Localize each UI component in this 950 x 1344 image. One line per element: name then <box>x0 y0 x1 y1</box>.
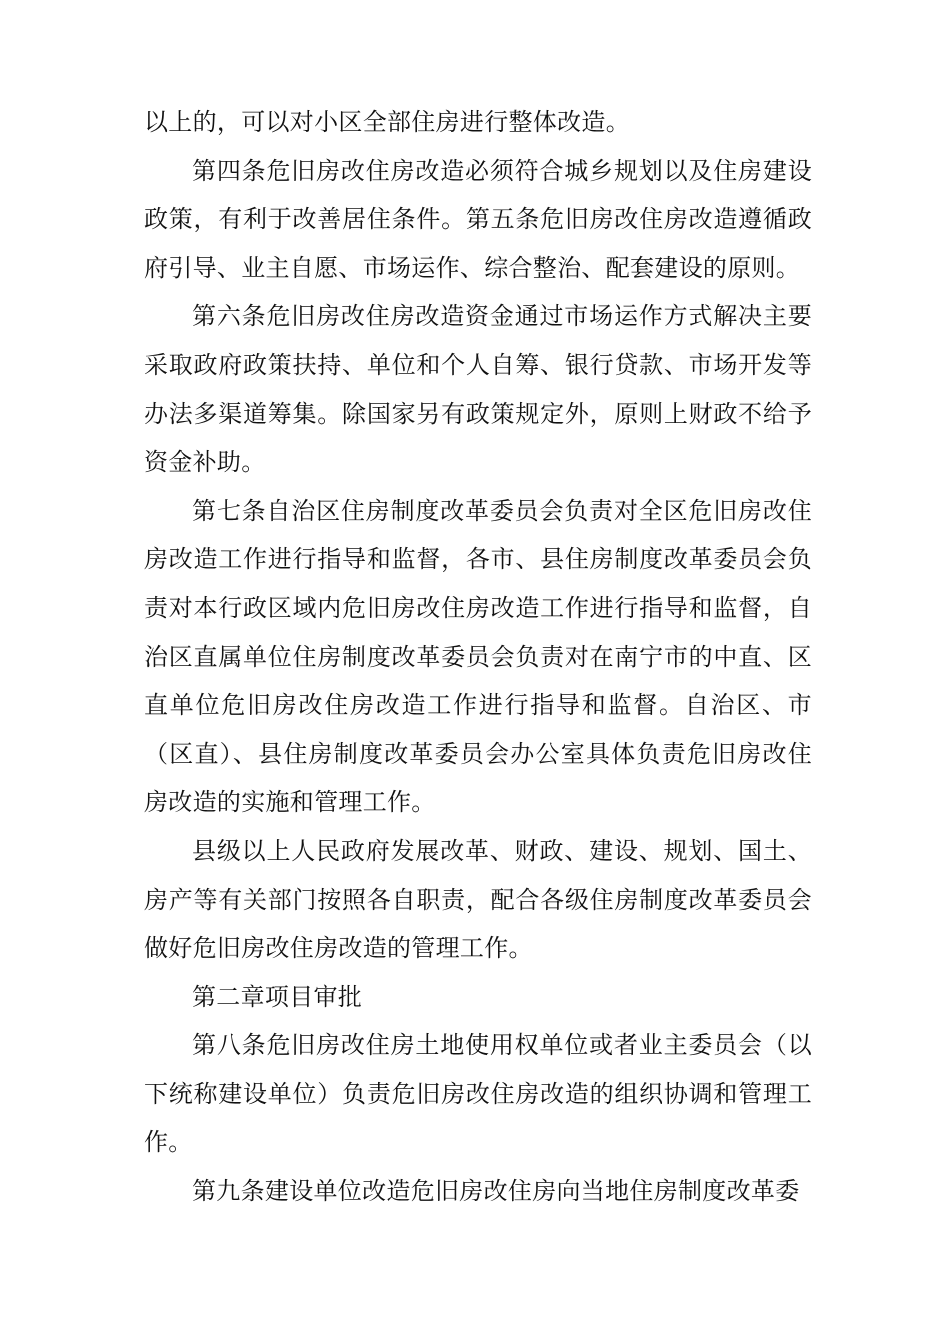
paragraph-article-6: 第六条危旧房改住房改造资金通过市场运作方式解决主要采取政府政策扶持、单位和个人自筹、银行贷款、市场开发等办法多渠道筹集。除国家另有政策规定外，原则上财政不给予资金补助。 <box>144 302 812 477</box>
paragraph-article-4-5: 第四条危旧房改住房改造必须符合城乡规划以及住房建设政策，有利于改善居住条件。第五条危旧房改住房改造遵循政府引导、业主自愿、市场运作、综合整治、配套建设的原则。 <box>144 156 812 282</box>
paragraph-continuation: 以上的，可以对小区全部住房进行整体改造。 <box>144 108 630 136</box>
document-body <box>144 98 812 1216</box>
chapter-heading: 第二章项目审批 <box>192 982 363 1011</box>
paragraph-county-departments: 县级以上人民政府发展改革、财政、建设、规划、国土、房产等有关部门按照各自职责，配合各级住房制度改革委员会做好危旧房改住房改造的管理工作。 <box>144 836 812 963</box>
paragraph-article-9: 第九条建设单位改造危旧房改住房向当地住房制度改革委 <box>192 1177 800 1206</box>
paragraph-article-8: 第八条危旧房改住房土地使用权单位或者业主委员会（以下统称建设单位）负责危旧房改住房改造的组织协调和管理工作。 <box>144 1031 812 1157</box>
paragraph-article-7: 第七条自治区住房制度改革委员会负责对全区危旧房改住房改造工作进行指导和监督，各市、县住房制度改革委员会负责对本行政区域内危旧房改住房改造工作进行指导和监督，自治区直属单位住房制度改革委员会负责对在南宁市的中直、区直单位危旧房改住房改造工作进行指导和监督。自治区、市（区直）、县住房制度改革委员会办公室具体负责危旧房改住房改造的实施和管理工作。 <box>144 496 812 817</box>
